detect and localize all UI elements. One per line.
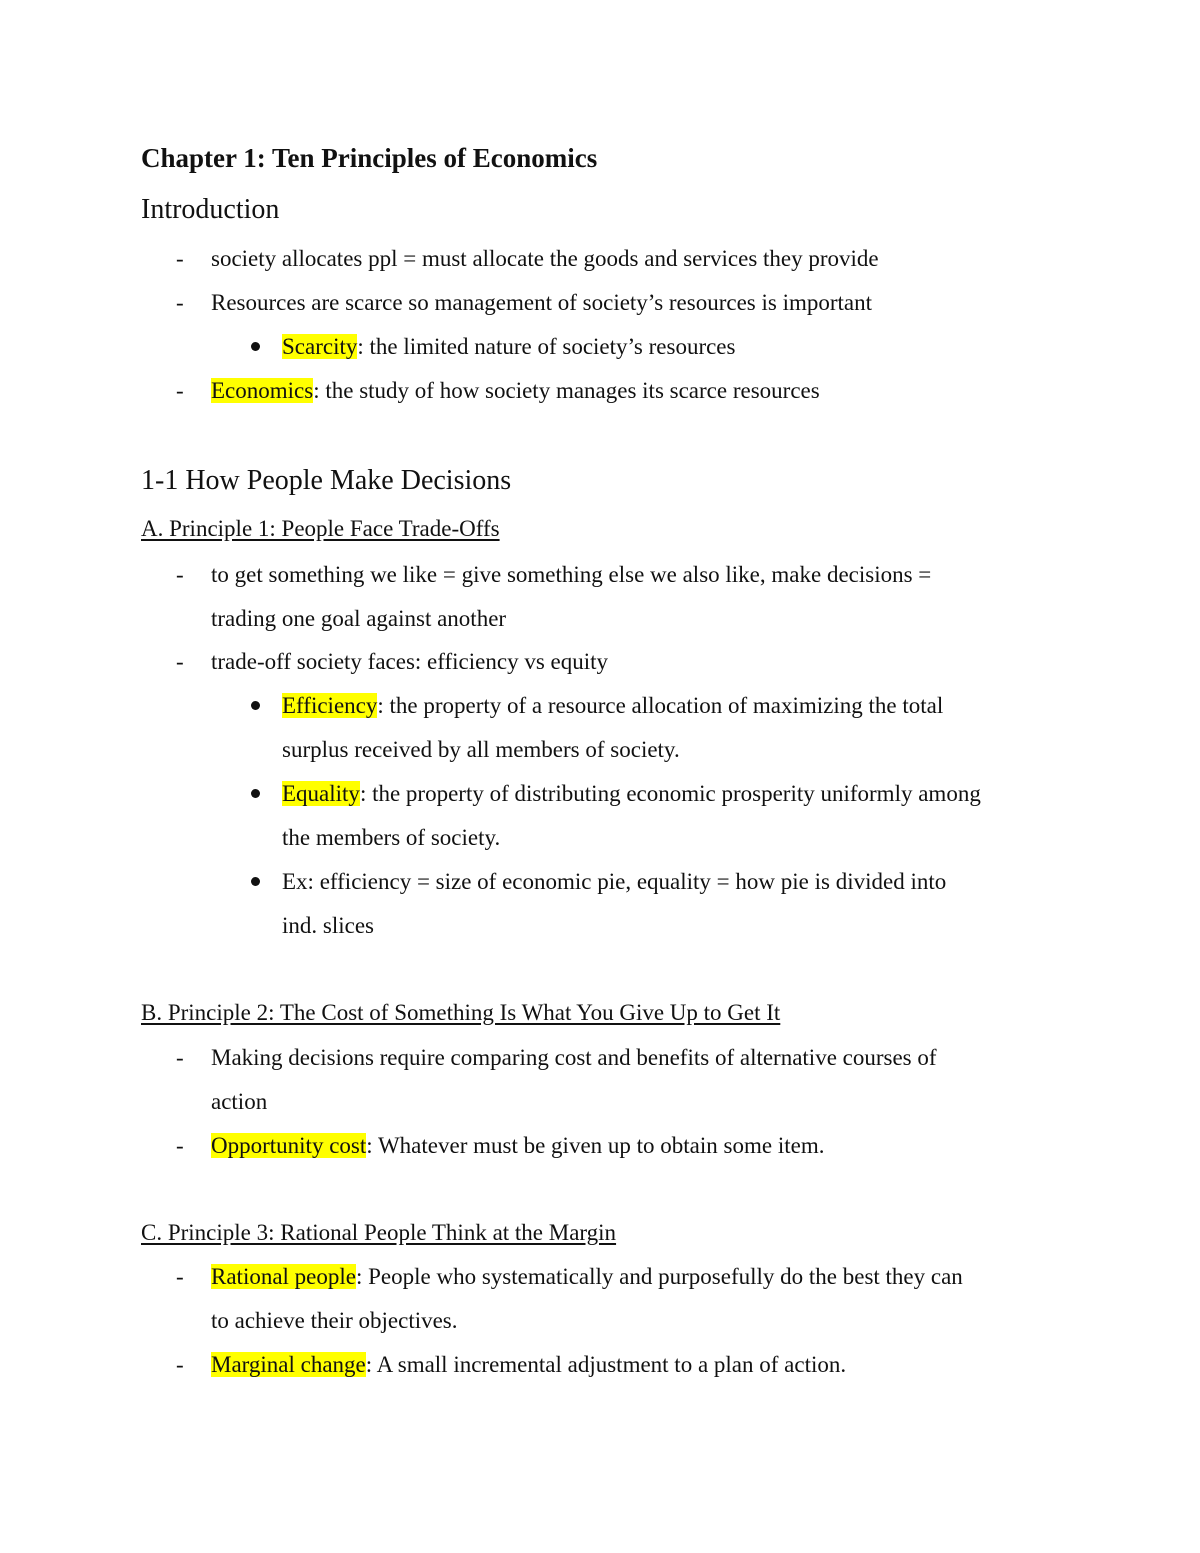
dash-bullet: - [176, 649, 184, 674]
principle-b-bullet-1-line-1: Making decisions require comparing cost and benefits of alternative courses of [211, 1045, 937, 1070]
dash-bullet: - [176, 290, 184, 315]
opportunity-cost-line [211, 1131, 824, 1161]
equality-line-2: the members of society. [282, 825, 501, 850]
definition-text: : Whatever must be given up to obtain some item. [366, 1133, 825, 1158]
rational-people-line-1 [211, 1262, 963, 1292]
section-heading: 1-1 How People Make Decisions [141, 465, 512, 496]
principle-b-heading: B. Principle 2: The Cost of Something Is What You Give Up to Get It [141, 1000, 781, 1025]
intro-bullet-economics [211, 376, 820, 406]
dash-bullet: - [176, 1133, 184, 1158]
example-line-1: Ex: efficiency = size of economic pie, equality = how pie is divided into [282, 869, 947, 894]
dash-bullet: - [176, 1045, 184, 1070]
definition-text: : the property of distributing economic prosperity uniformly among [359, 781, 981, 806]
dash-bullet: - [176, 1352, 184, 1377]
round-bullet [251, 701, 260, 710]
principle-c-heading: C. Principle 3: Rational People Think at the Margin [141, 1220, 617, 1245]
efficiency-line-1 [282, 691, 943, 721]
round-bullet [251, 342, 260, 351]
definition-text: : the limited nature of society’s resources [357, 334, 736, 359]
term-highlight: Equality [282, 781, 360, 806]
term-highlight: Rational people [211, 1264, 356, 1289]
marginal-change-line [211, 1350, 846, 1380]
round-bullet [251, 789, 260, 798]
definition-text: : People who systematically and purposefully do the best they can [356, 1264, 963, 1289]
dash-bullet: - [176, 378, 184, 403]
round-bullet [251, 877, 260, 886]
example-line-2: ind. slices [282, 913, 374, 938]
definition-text: : the property of a resource allocation of maximizing the total [377, 693, 944, 718]
principle-a-bullet-1-line-1: to get something we like = give something else we also like, make decisions = [211, 562, 932, 587]
term-highlight: Scarcity [282, 334, 358, 359]
dash-bullet: - [176, 1264, 184, 1289]
efficiency-line-2: surplus received by all members of society. [282, 737, 680, 762]
definition-text: : the study of how society manages its scarce resources [313, 378, 820, 403]
intro-bullet-1: society allocates ppl = must allocate the goods and services they provide [211, 246, 879, 271]
principle-a-bullet-2: trade-off society faces: efficiency vs equity [211, 649, 609, 674]
term-highlight: Economics [211, 378, 314, 403]
intro-subbullet-scarcity [282, 332, 735, 362]
definition-text: : A small incremental adjustment to a plan of action. [365, 1352, 847, 1377]
dash-bullet: - [176, 562, 184, 587]
intro-heading: Introduction [141, 194, 280, 225]
term-highlight: Opportunity cost [211, 1133, 367, 1158]
rational-people-line-2: to achieve their objectives. [211, 1308, 458, 1333]
term-highlight: Marginal change [211, 1352, 366, 1377]
principle-a-bullet-1-line-2: trading one goal against another [211, 606, 507, 631]
dash-bullet: - [176, 246, 184, 271]
term-highlight: Efficiency [282, 693, 378, 718]
principle-b-bullet-1-line-2: action [211, 1089, 268, 1114]
intro-bullet-2: Resources are scarce so management of society’s resources is important [211, 290, 873, 315]
equality-line-1 [282, 779, 981, 809]
chapter-title: Chapter 1: Ten Principles of Economics [141, 143, 598, 173]
principle-a-heading: A. Principle 1: People Face Trade-Offs [141, 516, 500, 541]
